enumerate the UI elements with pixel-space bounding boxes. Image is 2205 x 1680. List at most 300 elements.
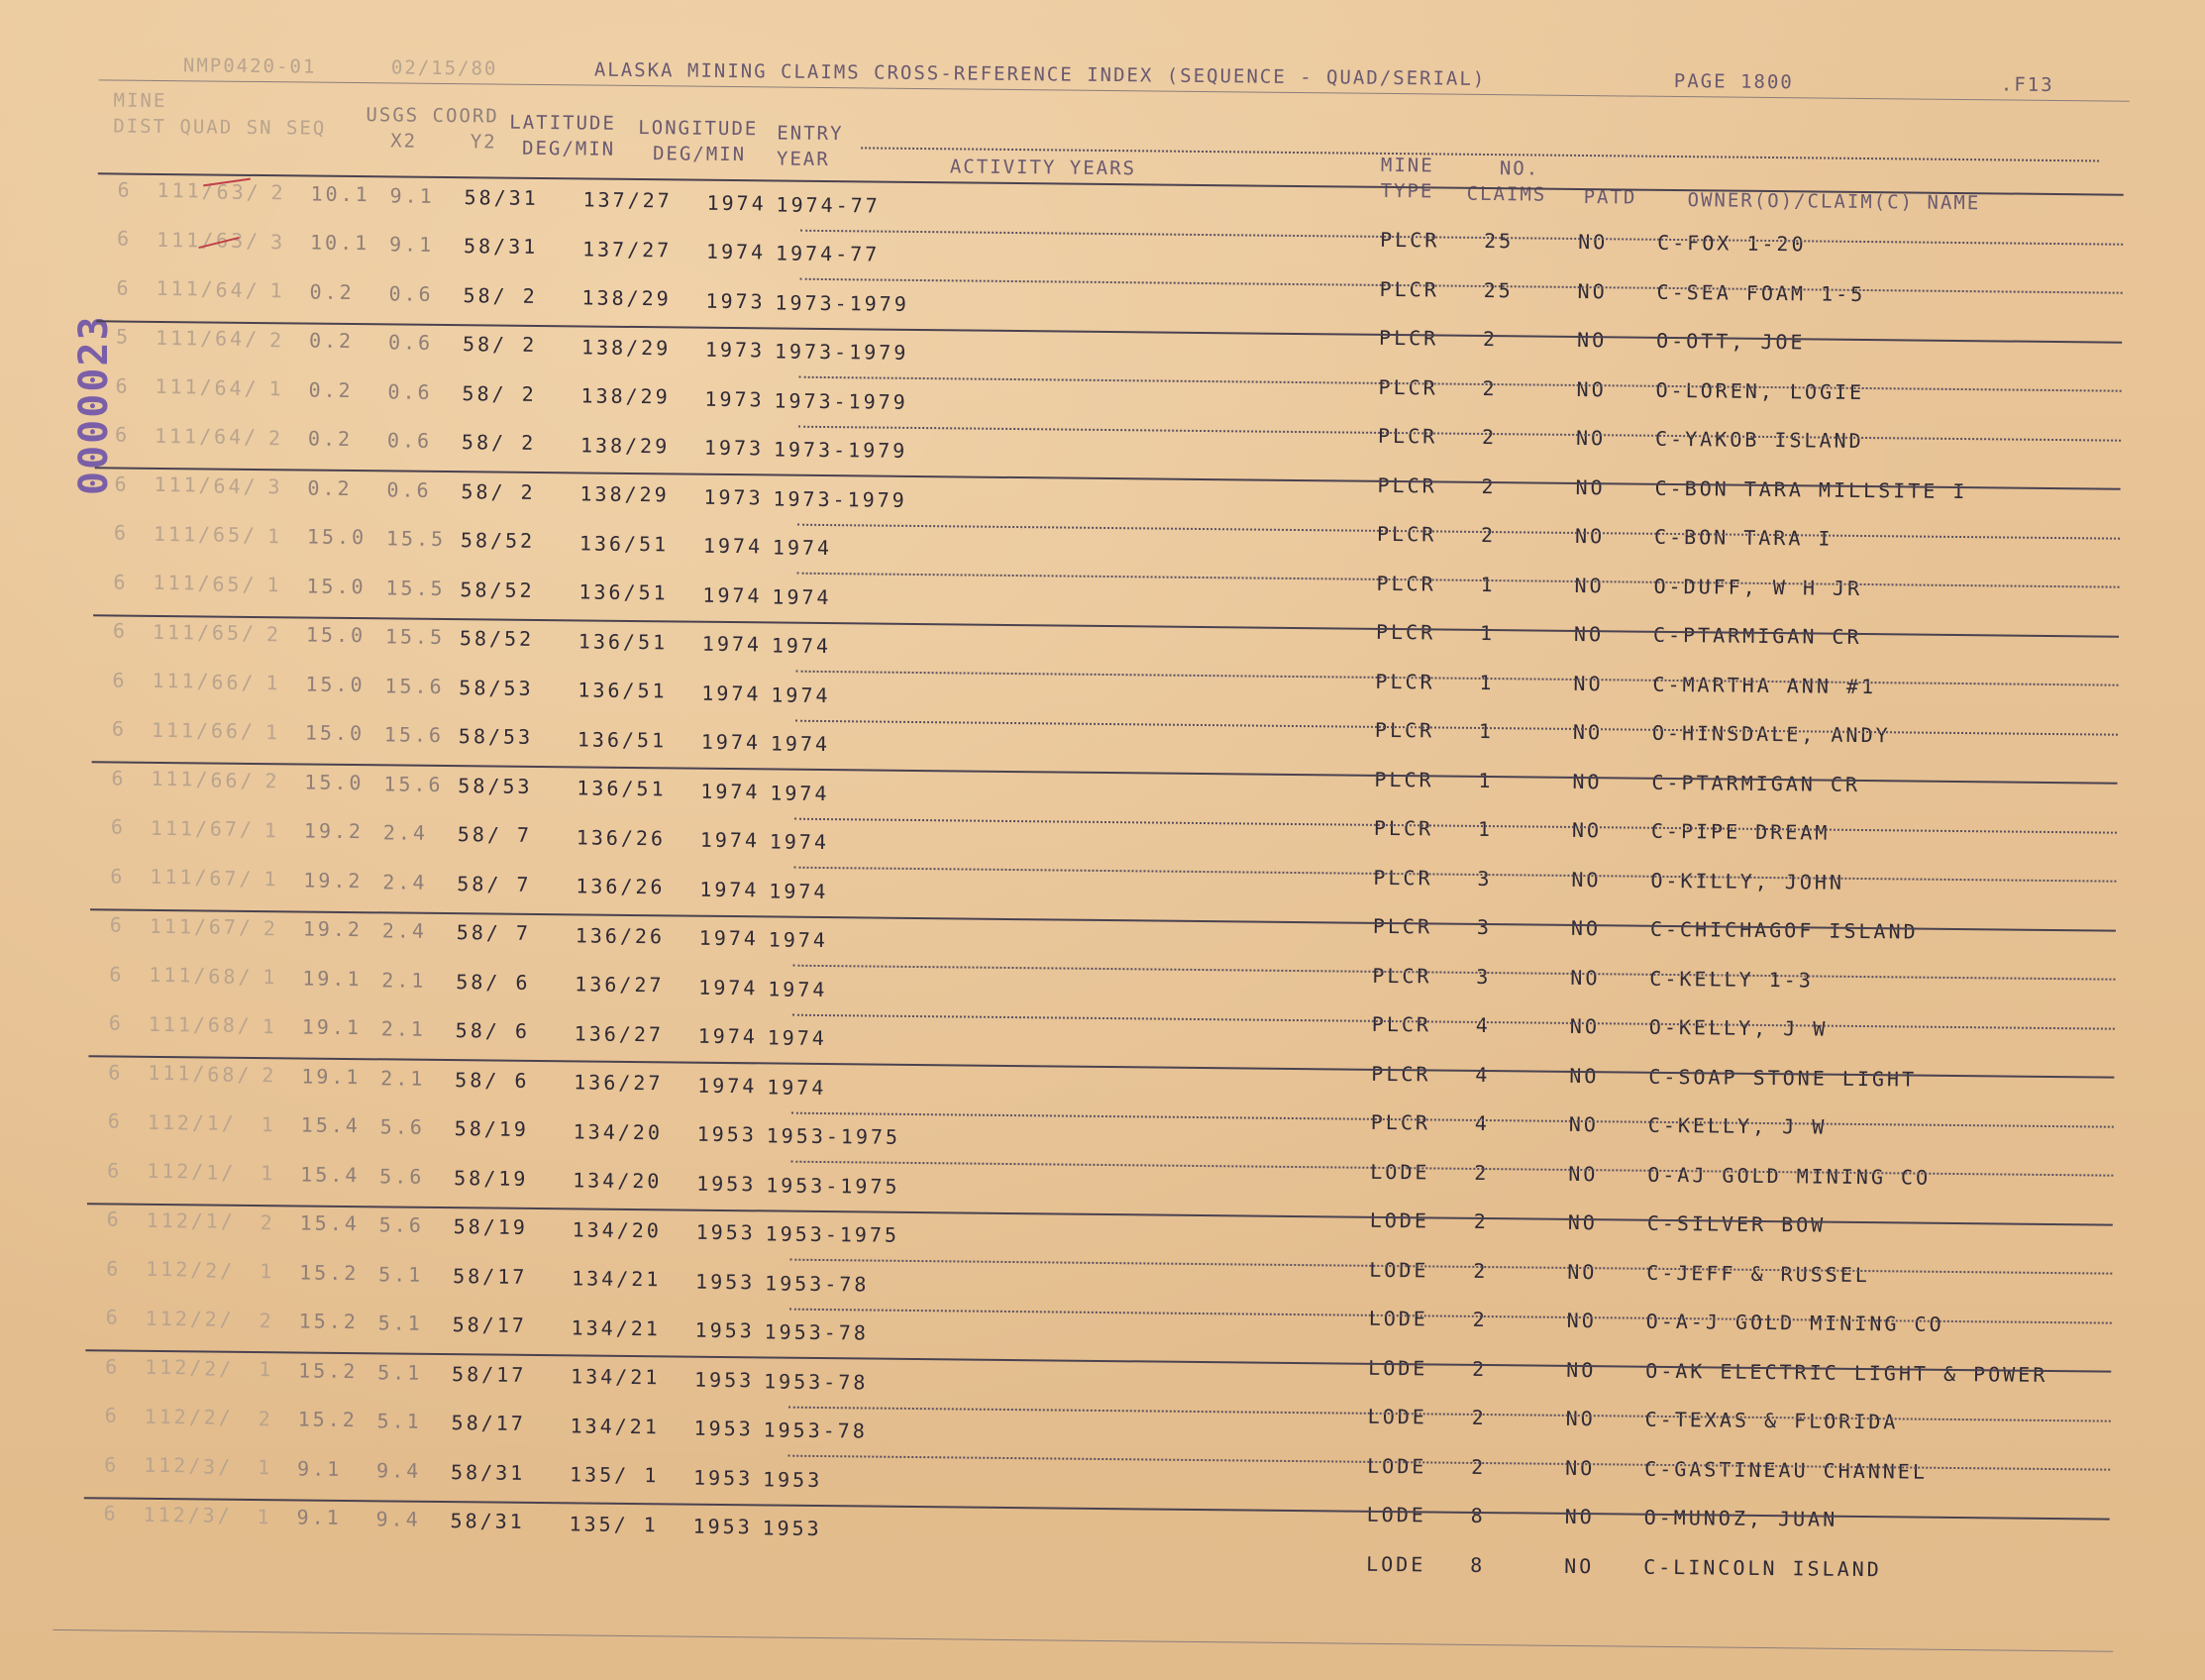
cell-x2: 15.0 <box>306 524 368 550</box>
cell-dist: 6 <box>110 814 127 839</box>
cell-name: C-KELLY 1-3 <box>1649 966 1814 992</box>
cell-dist: 6 <box>116 226 133 251</box>
cell-dist: 6 <box>112 668 128 692</box>
cell-lat: 58/ 6 <box>455 1067 530 1093</box>
cell-lat: 58/52 <box>460 528 536 554</box>
cell-quad: 111/ <box>157 178 217 203</box>
cell-quad: 111/ <box>154 472 214 497</box>
cell-y2: 0.6 <box>386 477 432 502</box>
cell-lat: 58/53 <box>459 675 534 700</box>
cell-patd: NO <box>1568 1111 1600 1137</box>
cell-patd: NO <box>1574 523 1606 549</box>
cell-activity: 1974 <box>768 977 828 1001</box>
cell-entry: 1973 <box>704 337 766 363</box>
cell-y2: 2.1 <box>380 1066 426 1091</box>
cell-type: PLCR <box>1373 815 1434 841</box>
cell-name: O-MUNOZ, JUAN <box>1643 1505 1838 1531</box>
cell-type: LODE <box>1368 1306 1429 1331</box>
cell-seq: 1 <box>266 524 283 549</box>
cell-entry: 1953 <box>694 1269 756 1295</box>
row-dotted-separator <box>792 1013 2115 1029</box>
row-dotted-separator <box>789 1259 2112 1275</box>
cell-y2: 0.6 <box>387 330 434 356</box>
cell-type: PLCR <box>1379 325 1439 351</box>
cell-patd: NO <box>1566 1308 1597 1333</box>
cell-lat: 58/31 <box>450 1509 525 1534</box>
cell-x2: 15.2 <box>298 1309 359 1334</box>
cell-name: O-AJ GOLD MINING CO <box>1647 1162 1932 1190</box>
cell-sn: 64/ <box>214 326 261 352</box>
cell-type: PLCR <box>1376 521 1437 547</box>
row-dotted-separator <box>793 867 2116 883</box>
cell-seq: 1 <box>262 1014 277 1039</box>
cell-lon: 138/29 <box>581 285 672 311</box>
cell-lon: 134/21 <box>571 1315 661 1341</box>
cell-type: PLCR <box>1370 1109 1431 1135</box>
cell-dist: 6 <box>111 766 127 790</box>
cell-claims: 1 <box>1480 572 1496 596</box>
cell-x2: 15.4 <box>300 1162 361 1188</box>
cell-x2: 0.2 <box>308 328 355 354</box>
cell-quad: 111/ <box>152 668 212 693</box>
col-entry-l2: YEAR <box>776 148 830 171</box>
cell-name: C-BON TARA MILLSITE I <box>1654 475 1968 503</box>
cell-x2: 15.0 <box>305 672 366 697</box>
cell-x2: 19.1 <box>301 1064 362 1090</box>
cell-claims: 2 <box>1473 1258 1489 1283</box>
cell-patd: NO <box>1569 1063 1600 1088</box>
cell-quad: 112/ <box>144 1404 204 1429</box>
cell-claims: 2 <box>1471 1405 1487 1430</box>
cell-dist: 6 <box>105 1305 121 1329</box>
cell-sn: 65/ <box>212 522 259 548</box>
cell-claims: 2 <box>1481 473 1497 498</box>
cell-dist: 5 <box>115 324 132 349</box>
cell-claims: 2 <box>1483 326 1499 352</box>
cell-quad: 111/ <box>153 570 213 595</box>
cell-x2: 15.4 <box>300 1112 362 1138</box>
cell-activity: 1974 <box>771 633 832 659</box>
cell-claims: 3 <box>1476 914 1493 940</box>
cell-name: C-GASTINEAU CHANNEL <box>1644 1456 1929 1484</box>
cell-name: C-TEXAS & FLORIDA <box>1644 1407 1899 1434</box>
col-activity: ACTIVITY YEARS <box>949 156 1137 180</box>
row-dotted-separator <box>792 965 2115 981</box>
col-usgs-l1: USGS COORD <box>366 104 499 128</box>
cell-lon: 135/ 1 <box>569 1512 659 1537</box>
cell-name: C-YAKOB ISLAND <box>1654 426 1864 453</box>
cell-sn: 68/ <box>208 964 254 989</box>
cell-type: LODE <box>1370 1159 1430 1184</box>
cell-dist: 6 <box>106 1256 122 1281</box>
cell-patd: NO <box>1574 573 1605 597</box>
cell-x2: 15.4 <box>299 1210 361 1236</box>
cell-sn: 67/ <box>208 914 255 940</box>
cell-dist: 6 <box>103 1501 119 1525</box>
cell-claims: 2 <box>1472 1356 1488 1381</box>
cell-x2: 15.0 <box>306 574 367 599</box>
cell-patd: NO <box>1566 1357 1597 1382</box>
cell-claims: 1 <box>1479 620 1496 646</box>
cell-lon: 136/27 <box>574 1070 664 1096</box>
cell-patd: NO <box>1567 1259 1598 1284</box>
cell-entry: 1974 <box>700 729 762 755</box>
cell-activity: 1974-77 <box>776 192 881 218</box>
cell-quad: 112/ <box>145 1354 205 1380</box>
cell-activity: 1974 <box>770 731 831 757</box>
cell-lat: 58/19 <box>454 1116 530 1142</box>
cell-claims: 1 <box>1478 768 1494 792</box>
cell-activity: 1953-78 <box>763 1418 868 1443</box>
cell-entry: 1974 <box>697 1023 759 1049</box>
cell-entry: 1974 <box>700 779 761 804</box>
cell-sn: 1/ <box>206 1160 237 1185</box>
cell-entry: 1953 <box>695 1219 756 1245</box>
cell-y2: 2.4 <box>382 870 428 894</box>
cell-y2: 9.1 <box>389 183 435 208</box>
cell-y2: 0.6 <box>388 281 434 306</box>
cell-patd: NO <box>1570 965 1601 990</box>
cell-lon: 136/51 <box>577 776 667 801</box>
cell-lon: 138/29 <box>579 481 670 507</box>
cell-lon: 134/20 <box>573 1168 663 1194</box>
cell-quad: 111/ <box>156 276 216 301</box>
cell-seq: 1 <box>265 671 281 695</box>
cell-dist: 6 <box>107 1158 123 1183</box>
cell-dist: 6 <box>112 618 129 643</box>
cell-patd: NO <box>1565 1406 1596 1431</box>
cell-type: LODE <box>1369 1257 1429 1282</box>
cell-name: O-A-J GOLD MINING CO <box>1645 1309 1944 1336</box>
cell-activity: 1974 <box>770 781 830 805</box>
cell-y2: 2.1 <box>380 1016 427 1042</box>
cell-x2: 15.2 <box>297 1407 358 1432</box>
cell-y2: 5.1 <box>377 1360 423 1385</box>
cell-lon: 136/27 <box>574 1021 665 1047</box>
cell-y2: 9.1 <box>388 232 435 258</box>
cell-lat: 58/53 <box>458 773 533 798</box>
cell-name: C-PTARMIGAN CR <box>1652 622 1862 649</box>
cell-lon: 137/27 <box>581 237 673 262</box>
cell-entry: 1974 <box>702 533 764 559</box>
cell-lon: 136/51 <box>578 579 669 605</box>
cell-seq: 1 <box>266 573 282 597</box>
cell-x2: 15.0 <box>304 770 365 795</box>
cell-lat: 58/ 7 <box>457 871 532 896</box>
cell-dist: 6 <box>104 1452 120 1477</box>
cell-lat: 58/17 <box>451 1411 526 1436</box>
cell-seq: 1 <box>257 1455 273 1480</box>
bottom-rule <box>52 1629 2113 1652</box>
cell-seq: 2 <box>267 426 284 451</box>
cell-seq: 1 <box>261 1112 276 1137</box>
cell-activity: 1974 <box>767 1075 827 1100</box>
cell-activity: 1974 <box>768 927 829 953</box>
cell-dist: 6 <box>109 962 125 987</box>
cell-lon: 134/21 <box>570 1414 660 1439</box>
cell-x2: 9.1 <box>296 1505 342 1530</box>
report-id: NMP0420-01 <box>182 54 317 78</box>
cell-lat: 58/17 <box>452 1361 527 1387</box>
cell-x2: 10.1 <box>310 181 370 207</box>
cell-patd: NO <box>1576 327 1608 353</box>
cell-sn: 65/ <box>211 620 258 646</box>
cell-name: C-LINCOLN ISLAND <box>1643 1554 1882 1581</box>
cell-patd: NO <box>1572 769 1603 793</box>
cell-x2: 15.2 <box>299 1260 360 1286</box>
cell-sn: 65/ <box>212 572 258 596</box>
page-code: .F13 <box>2000 73 2054 96</box>
cell-entry: 1974 <box>702 582 763 608</box>
cell-y2: 9.4 <box>375 1458 422 1483</box>
cell-dist: 6 <box>105 1354 121 1379</box>
cell-lat: 58/31 <box>450 1459 526 1485</box>
cell-lat: 58/52 <box>460 577 535 602</box>
cell-sn: 66/ <box>211 670 257 694</box>
col-patd: PATD <box>1583 186 1637 209</box>
cell-entry: 1974 <box>706 190 767 216</box>
cell-dist: 6 <box>107 1108 123 1133</box>
cell-entry: 1974 <box>699 877 760 902</box>
cell-y2: 5.6 <box>379 1164 425 1189</box>
cell-type: LODE <box>1367 1453 1427 1478</box>
cell-dist: 6 <box>114 422 131 447</box>
cell-y2: 15.5 <box>384 624 446 650</box>
cell-lat: 58/52 <box>459 626 535 652</box>
cell-activity: 1974-77 <box>775 241 881 266</box>
cell-x2: 10.1 <box>309 230 370 256</box>
report-sheet <box>52 54 2130 1666</box>
cell-y2: 15.6 <box>383 722 445 748</box>
cell-name: C-SEA FOAM 1-5 <box>1656 279 1866 306</box>
cell-sn: 1/ <box>205 1208 236 1234</box>
cell-seq: 2 <box>259 1309 274 1333</box>
cell-quad: 111/ <box>152 619 213 645</box>
cell-x2: 15.0 <box>305 622 367 648</box>
cell-sn: 64/ <box>215 277 261 302</box>
cell-claims: 4 <box>1475 1062 1491 1087</box>
cell-claims: 2 <box>1481 424 1498 450</box>
cell-type: PLCR <box>1372 963 1432 988</box>
row-dotted-separator <box>788 1406 2111 1421</box>
cell-dist: 6 <box>108 1060 124 1085</box>
cell-name: O-LOREN, LOGIE <box>1655 377 1865 404</box>
cell-lat: 58/17 <box>452 1312 527 1338</box>
cell-activity: 1973-1979 <box>774 388 908 414</box>
cell-activity: 1953 <box>762 1466 823 1492</box>
row-dotted-separator <box>800 229 2123 245</box>
cell-lon: 138/29 <box>579 433 671 459</box>
cell-claims: 2 <box>1480 522 1497 548</box>
cell-patd: NO <box>1569 1013 1601 1039</box>
cell-sn: 3/ <box>203 1454 234 1479</box>
cell-dist: 6 <box>104 1403 120 1427</box>
col-lat-l2: DEG/MIN <box>521 137 616 160</box>
cell-quad: 112/ <box>143 1502 203 1527</box>
row-dotted-separator <box>798 425 2121 441</box>
cell-quad: 112/ <box>146 1208 207 1233</box>
cell-lon: 138/29 <box>580 335 672 361</box>
cell-claims: 25 <box>1484 228 1515 254</box>
cell-y2: 15.6 <box>383 772 444 796</box>
cell-entry: 1953 <box>694 1317 755 1343</box>
cell-seq: 3 <box>269 230 286 255</box>
cell-entry: 1974 <box>698 975 759 1000</box>
cell-lon: 134/20 <box>573 1119 664 1145</box>
cell-x2: 19.2 <box>302 916 364 942</box>
cell-patd: NO <box>1571 817 1603 843</box>
cell-quad: 111/ <box>153 521 214 547</box>
cell-patd: NO <box>1576 376 1607 401</box>
cell-x2: 0.2 <box>307 426 354 452</box>
cell-sn: 2/ <box>205 1258 236 1283</box>
cell-activity: 1973-1979 <box>775 290 909 316</box>
cell-seq: 2 <box>270 180 286 205</box>
cell-quad: 112/ <box>146 1256 206 1282</box>
cell-type: LODE <box>1366 1502 1426 1527</box>
cell-type: PLCR <box>1376 571 1436 595</box>
cell-lon: 138/29 <box>580 383 671 409</box>
cell-activity: 1973-1979 <box>773 486 907 512</box>
cell-entry: 1973 <box>704 386 765 412</box>
cell-seq: 2 <box>268 328 285 353</box>
cell-type: PLCR <box>1377 423 1438 449</box>
cell-sn: 67/ <box>209 866 255 891</box>
cell-quad: 111/ <box>154 423 215 449</box>
cell-seq: 1 <box>260 1259 275 1284</box>
col-lon-l2: DEG/MIN <box>652 143 747 166</box>
cell-quad: 111/ <box>150 815 211 841</box>
cell-lat: 58/ 7 <box>456 920 532 946</box>
cell-lat: 58/ 2 <box>463 282 538 308</box>
cell-x2: 19.2 <box>303 868 364 893</box>
cell-type: PLCR <box>1372 913 1433 939</box>
cell-y2: 15.6 <box>384 674 445 698</box>
cell-sn: 67/ <box>209 816 256 842</box>
cell-seq: 3 <box>267 474 283 499</box>
col-claims-l2: CLAIMS <box>1466 182 1547 206</box>
cell-activity: 1953-78 <box>763 1368 869 1395</box>
cell-quad: 111/ <box>149 962 209 988</box>
cell-lon: 134/21 <box>572 1266 662 1292</box>
cell-patd: NO <box>1564 1553 1595 1578</box>
cell-entry: 1953 <box>692 1514 753 1539</box>
cell-sn: 2/ <box>203 1405 234 1430</box>
col-type-l1: MINE <box>1380 154 1434 177</box>
cell-activity: 1953-1975 <box>765 1221 900 1247</box>
cell-seq: 2 <box>260 1210 275 1235</box>
cell-seq: 2 <box>258 1407 273 1431</box>
cell-x2: 19.1 <box>301 1014 363 1040</box>
cell-y2: 15.5 <box>385 526 447 552</box>
cell-lon: 135/ 1 <box>569 1462 660 1488</box>
cell-quad: 111/ <box>151 717 212 743</box>
cell-sn: 3/ <box>202 1503 233 1528</box>
cell-lon: 136/26 <box>576 825 667 851</box>
cell-type: PLCR <box>1375 669 1435 693</box>
cell-name: O-KELLY, J W <box>1648 1014 1829 1041</box>
cell-lat: 58/31 <box>463 234 539 260</box>
cell-claims: 2 <box>1474 1160 1490 1185</box>
cell-type: PLCR <box>1379 276 1439 301</box>
cell-claims: 2 <box>1472 1307 1488 1332</box>
cell-dist: 6 <box>106 1207 122 1231</box>
cell-activity: 1974 <box>771 682 831 707</box>
cell-activity: 1973-1979 <box>773 437 908 463</box>
cell-sn: 64/ <box>214 375 260 400</box>
cell-y2: 0.6 <box>387 379 433 404</box>
cell-name: C-MARTHA ANN #1 <box>1652 672 1877 698</box>
row-dotted-separator <box>795 719 2118 735</box>
cell-sn: 63/ <box>216 179 262 204</box>
cell-patd: NO <box>1571 867 1602 892</box>
cell-seq: 2 <box>264 769 280 793</box>
cell-name: C-PIPE DREAM <box>1650 818 1831 845</box>
col-mine-l1: MINE <box>113 89 167 113</box>
archive-stamp: 0000023 <box>71 314 117 495</box>
cell-y2: 5.6 <box>378 1212 424 1238</box>
cell-sn: 66/ <box>210 718 257 744</box>
cell-name: C-BON TARA I <box>1653 524 1834 551</box>
cell-lat: 58/ 2 <box>462 332 538 358</box>
cell-x2: 15.0 <box>304 720 366 746</box>
cell-claims: 4 <box>1475 1012 1492 1038</box>
cell-lon: 136/51 <box>578 531 670 557</box>
row-dotted-separator <box>797 573 2120 588</box>
col-usgs-l2: X2 Y2 <box>390 130 497 154</box>
cell-sn: 66/ <box>210 768 256 792</box>
cell-name: C-SILVER BOW <box>1646 1210 1827 1237</box>
cell-activity: 1974 <box>772 535 833 561</box>
cell-lon: 134/21 <box>570 1364 661 1390</box>
cell-sn: 1/ <box>206 1110 237 1136</box>
cell-dist: 6 <box>111 716 128 741</box>
cell-type: PLCR <box>1374 767 1434 791</box>
cell-name: O-OTT, JOE <box>1655 328 1806 355</box>
cell-sn: 2/ <box>204 1307 235 1332</box>
row-dotted-separator <box>799 376 2122 392</box>
cell-type: PLCR <box>1380 227 1440 253</box>
cell-sn: 63/ <box>215 228 262 254</box>
cell-claims: 3 <box>1477 866 1493 891</box>
cell-claims: 2 <box>1471 1454 1487 1479</box>
cell-seq: 1 <box>264 720 281 745</box>
cell-dist: 6 <box>116 275 132 300</box>
cell-x2: 9.1 <box>296 1456 343 1481</box>
cell-patd: NO <box>1567 1209 1599 1235</box>
cell-lat: 58/ 2 <box>461 478 536 504</box>
cell-patd: NO <box>1577 278 1608 303</box>
row-dotted-separator <box>796 671 2119 686</box>
cell-entry: 1974 <box>698 925 760 951</box>
cell-y2: 5.6 <box>379 1114 425 1140</box>
cell-name: O-HINSDALE, ANDY <box>1651 720 1891 748</box>
cell-type: PLCR <box>1375 619 1436 645</box>
cell-y2: 9.4 <box>375 1507 421 1532</box>
cell-dist: 6 <box>109 912 126 937</box>
cell-quad: 111/ <box>156 227 217 253</box>
cell-type: PLCR <box>1374 717 1435 743</box>
col-claims-l1: NO. <box>1499 158 1540 180</box>
cell-activity: 1973-1979 <box>774 339 909 365</box>
cell-y2: 2.4 <box>382 820 429 846</box>
cell-type: LODE <box>1369 1208 1430 1233</box>
cell-y2: 2.4 <box>381 918 428 944</box>
cell-quad: 112/ <box>145 1306 205 1331</box>
cell-name: C-SOAP STONE LIGHT <box>1648 1064 1918 1092</box>
row-dotted-separator <box>797 523 2120 539</box>
cell-quad: 112/ <box>147 1158 207 1184</box>
